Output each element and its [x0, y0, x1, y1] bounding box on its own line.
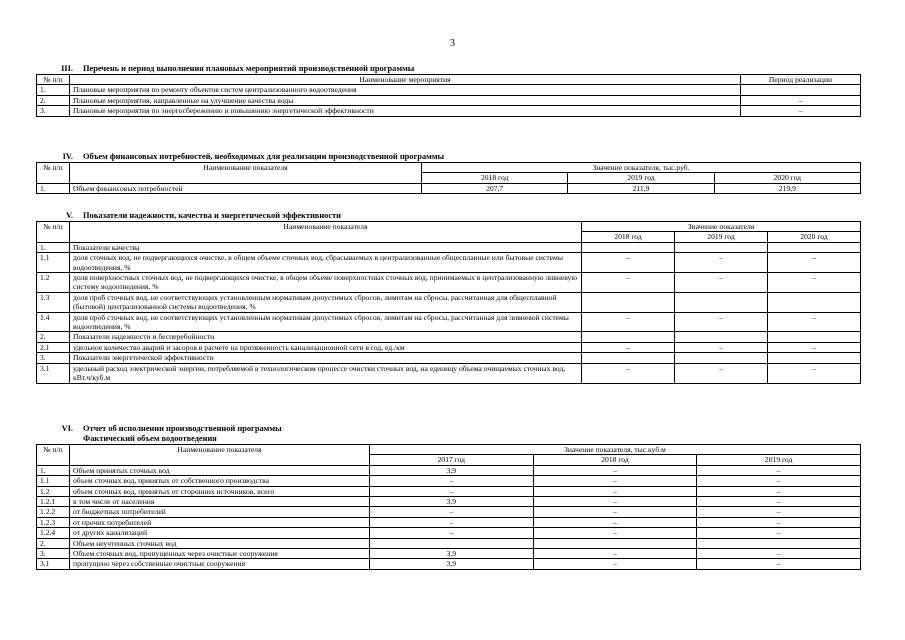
- table-row: [37, 292, 861, 312]
- indicator-name: Показатели энергетической эффективности: [70, 353, 582, 363]
- col-header-indicator: Наименование показателя: [70, 445, 370, 466]
- indicator-name: Объем неучтенных сточных вод: [70, 538, 370, 548]
- indicator-name: доля поверхностных сточных вод, не подвергающихся очистке, в общем объеме поверхностных сточных вод, принимаемых в централизованную ливневую систему водоотведения, %: [70, 273, 582, 293]
- table-row: [37, 353, 861, 363]
- year-header: 2018 год: [582, 232, 675, 242]
- table-row: [37, 363, 861, 383]
- table-row: [37, 517, 861, 527]
- value-cell: –: [370, 528, 534, 538]
- indicator-name: от бюджетных потребителей: [70, 507, 370, 517]
- value-cell: 3,9: [370, 549, 534, 559]
- indicators-table: [36, 221, 861, 384]
- value-cell: –: [582, 312, 675, 332]
- year-header: 2020 год: [714, 173, 860, 183]
- value-cell: –: [768, 273, 861, 293]
- wastewater-volume-table: [36, 444, 861, 570]
- row-number: 2.: [37, 95, 70, 105]
- col-header-value: Значение показателя, тыс.куб.м: [370, 445, 861, 455]
- value-cell: [675, 242, 768, 252]
- col-header-value: Значение показателя, тыс.руб.: [422, 163, 861, 173]
- row-number: 3.1: [37, 363, 70, 383]
- col-header-measure: Наименование мероприятия: [70, 75, 741, 85]
- table-row: [37, 242, 861, 252]
- value-cell: [582, 332, 675, 342]
- indicator-name: доля сточных вод, не подвергающихся очистке, в общем объеме сточных вод, сбрасываемых в централизованные общесплавные или бытовые системы водоотведения, %: [70, 253, 582, 273]
- section-3-number: III.: [61, 64, 73, 73]
- value-cell: –: [582, 273, 675, 293]
- section-4: [36, 152, 861, 194]
- measure-name: Плановые мероприятия по ремонту объектов систем централизованного водоотведения: [70, 85, 741, 95]
- section-4-title: Объем финансовых потребностей, необходимых для реализации производственной программы: [83, 152, 445, 161]
- indicator-name: объем сточных вод, принятых от собственного производства: [70, 476, 370, 486]
- row-number: 1.2: [37, 486, 70, 496]
- table-row: [37, 312, 861, 332]
- value-cell: [582, 242, 675, 252]
- indicator-name: от прочих потребителей: [70, 517, 370, 527]
- year-header: 2019 год: [675, 232, 768, 242]
- value-cell: [675, 292, 768, 312]
- finance-table: [36, 162, 861, 194]
- indicator-name: Показатели надежности и бесперебойности: [70, 332, 582, 342]
- table-row: [37, 253, 861, 273]
- value-cell: –: [582, 253, 675, 273]
- value-cell: [370, 538, 534, 548]
- indicator-name: Показатели качества: [70, 242, 582, 252]
- value-cell: –: [768, 253, 861, 273]
- value-cell: –: [533, 497, 697, 507]
- section-5: [36, 211, 861, 384]
- value-cell: 207,7: [422, 183, 568, 193]
- table-row: [37, 507, 861, 517]
- value-cell: –: [675, 312, 768, 332]
- page-number: 3: [450, 38, 455, 49]
- value-cell: [768, 332, 861, 342]
- row-number: 1.1: [37, 476, 70, 486]
- row-number: 3.: [37, 106, 70, 116]
- indicator-name: доля проб сточных вод, не соответствующих установленным нормативам допустимых сбросов, лимитам на сбросы, рассчитанная для общесплавной (бытовой) централизованной системы водоотведения, %: [70, 292, 582, 312]
- year-header: 2020 год: [768, 232, 861, 242]
- section-5-heading: [36, 211, 861, 221]
- indicator-name: от других канализаций: [70, 528, 370, 538]
- value-cell: –: [582, 342, 675, 352]
- period-cell: –: [741, 106, 861, 116]
- indicator-name: пропущено через собственные очистные сооружения: [70, 559, 370, 569]
- value-cell: –: [675, 363, 768, 383]
- year-header: 2018 год: [533, 455, 697, 465]
- section-5-number: V.: [65, 211, 73, 220]
- value-cell: –: [697, 528, 861, 538]
- indicator-name: объем сточных вод, принятых от сторонних источников, всего: [70, 486, 370, 496]
- value-cell: –: [533, 528, 697, 538]
- table-row: [37, 538, 861, 548]
- value-cell: [768, 292, 861, 312]
- table-row: [37, 497, 861, 507]
- table-row: [37, 528, 861, 538]
- row-number: 1.: [37, 242, 70, 252]
- value-cell: 211,9: [568, 183, 714, 193]
- table-row: [37, 465, 861, 475]
- table-row: [37, 559, 861, 569]
- section-6-number: VI.: [61, 424, 73, 433]
- value-cell: [582, 353, 675, 363]
- value-cell: [768, 242, 861, 252]
- table-row: [37, 342, 861, 352]
- section-3-heading: [36, 64, 861, 74]
- indicator-name: Объем финансовых потребностей: [70, 183, 422, 193]
- value-cell: –: [697, 476, 861, 486]
- section-4-number: IV.: [62, 152, 73, 161]
- col-header-value: Значение показателя: [582, 222, 861, 232]
- section-5-title: Показатели надежности, качества и энергетической эффективности: [83, 211, 341, 220]
- row-number: 1.4: [37, 312, 70, 332]
- value-cell: –: [533, 559, 697, 569]
- table-row: [37, 486, 861, 496]
- row-number: 1.2: [37, 273, 70, 293]
- row-number: 1.3: [37, 292, 70, 312]
- period-cell: –: [741, 95, 861, 105]
- value-cell: –: [697, 497, 861, 507]
- section-6-subheading: [36, 434, 861, 444]
- table-row: [37, 85, 861, 95]
- value-cell: –: [533, 476, 697, 486]
- value-cell: –: [675, 253, 768, 273]
- indicator-name: Объем сточных вод, пропущенных через очистные сооружения: [70, 549, 370, 559]
- row-number: 1.: [37, 183, 70, 193]
- col-header-no: № п/п: [37, 222, 70, 243]
- value-cell: [582, 292, 675, 312]
- col-header-period: Период реализации: [741, 75, 861, 85]
- value-cell: –: [370, 486, 534, 496]
- value-cell: –: [370, 507, 534, 517]
- section-3: [36, 64, 861, 117]
- value-cell: –: [697, 507, 861, 517]
- year-header: 2019 год: [568, 173, 714, 183]
- row-number: 1.: [37, 85, 70, 95]
- indicator-name: удельный расход электрической энергии, потребляемой в технологическом процессе очистки сточных вод, на единицу объема очищаемых сточных вод, кВт.ч/куб.м: [70, 363, 582, 383]
- value-cell: 3,9: [370, 497, 534, 507]
- year-header: 2018 год: [422, 173, 568, 183]
- row-number: 1.2.2: [37, 507, 70, 517]
- value-cell: –: [533, 486, 697, 496]
- row-number: 1.: [37, 465, 70, 475]
- row-number: 2.: [37, 538, 70, 548]
- value-cell: [697, 538, 861, 548]
- year-header: 2019 год: [697, 455, 861, 465]
- section-3-title: Перечень и период выполнения плановых мероприятий производственной программы: [83, 64, 415, 73]
- measures-table: [36, 74, 861, 117]
- value-cell: 3,9: [370, 465, 534, 475]
- row-number: 3.1: [37, 559, 70, 569]
- value-cell: [768, 353, 861, 363]
- value-cell: [533, 538, 697, 548]
- section-6-title: Отчет об исполнении производственной программы: [83, 424, 282, 433]
- value-cell: –: [370, 517, 534, 527]
- value-cell: –: [697, 517, 861, 527]
- row-number: 1.2.4: [37, 528, 70, 538]
- value-cell: 219,9: [714, 183, 860, 193]
- value-cell: –: [768, 363, 861, 383]
- table-row: [37, 273, 861, 293]
- indicator-name: Объем принятых сточных вод: [70, 465, 370, 475]
- section-6-subtitle: Фактический объем водоотведения: [83, 434, 217, 443]
- section-6-heading: [36, 424, 861, 434]
- period-cell: [741, 85, 861, 95]
- value-cell: –: [697, 549, 861, 559]
- table-row: [37, 549, 861, 559]
- table-row: [37, 332, 861, 342]
- indicator-name: в том числе от населения: [70, 497, 370, 507]
- value-cell: [675, 332, 768, 342]
- section-4-heading: [36, 152, 861, 162]
- value-cell: –: [533, 517, 697, 527]
- value-cell: –: [533, 507, 697, 517]
- col-header-indicator: Наименование показателя: [70, 222, 582, 243]
- value-cell: –: [675, 273, 768, 293]
- value-cell: –: [768, 342, 861, 352]
- table-row: [37, 183, 861, 193]
- row-number: 3.: [37, 549, 70, 559]
- measure-name: Плановые мероприятия по энергосбережению и повышению энергетической эффективности: [70, 106, 741, 116]
- value-cell: [675, 353, 768, 363]
- table-row: [37, 476, 861, 486]
- row-number: 1.2.3: [37, 517, 70, 527]
- value-cell: –: [697, 465, 861, 475]
- indicator-name: удельное количество аварий и засоров в расчете на протяженность канализационной сети в год, ед./км: [70, 342, 582, 352]
- table-row: [37, 95, 861, 105]
- value-cell: –: [533, 465, 697, 475]
- section-6: [36, 424, 861, 570]
- row-number: 1.1: [37, 253, 70, 273]
- measure-name: Плановые мероприятия, направленные на улучшение качества воды: [70, 95, 741, 105]
- value-cell: –: [675, 342, 768, 352]
- value-cell: –: [697, 559, 861, 569]
- value-cell: –: [768, 312, 861, 332]
- value-cell: 3,9: [370, 559, 534, 569]
- row-number: 1.2.1: [37, 497, 70, 507]
- col-header-no: № п/п: [37, 163, 70, 184]
- year-header: 2017 год: [370, 455, 534, 465]
- col-header-indicator: Наименование показателя: [70, 163, 422, 184]
- table-row: [37, 106, 861, 116]
- indicator-name: доля проб сточных вод, не соответствующих установленным нормативам допустимых сбросов, лимитам на сбросы, рассчитанная для ливневой системы водоотведения, %: [70, 312, 582, 332]
- value-cell: –: [582, 363, 675, 383]
- value-cell: –: [533, 549, 697, 559]
- value-cell: –: [697, 486, 861, 496]
- value-cell: –: [370, 476, 534, 486]
- col-header-no: № п/п: [37, 75, 70, 85]
- row-number: 2.: [37, 332, 70, 342]
- row-number: 2.1: [37, 342, 70, 352]
- row-number: 3.: [37, 353, 70, 363]
- col-header-no: № п/п: [37, 445, 70, 466]
